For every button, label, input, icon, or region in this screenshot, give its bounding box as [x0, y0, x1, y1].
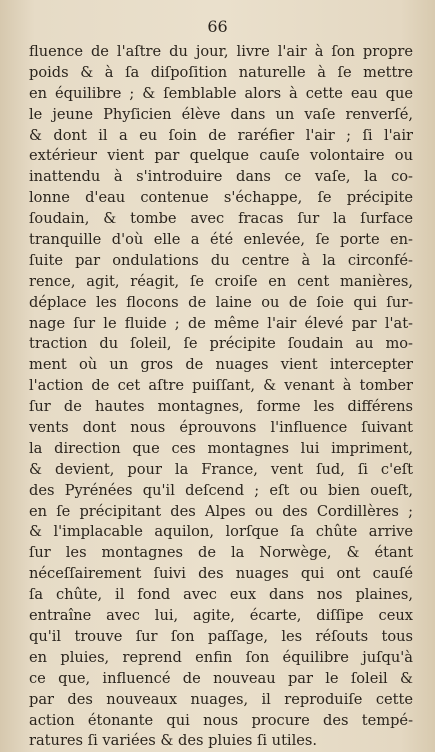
text-line: la direction que ces montagnes lui impriment,	[29, 439, 413, 457]
page-number: 66	[207, 17, 228, 36]
text-line: déplace les flocons de laine ou de ſoie qui ſur-	[29, 293, 413, 311]
text-line: extérieur vient par quelque cauſe volontaire ou	[29, 147, 413, 165]
text-line: fluence de l'aſtre du jour, livre l'air à ſon propre	[29, 43, 413, 60]
text-line: nage ſur le fluide ; de même l'air élevé par l'at-	[29, 314, 413, 332]
text-line: & l'implacable aquilon, lorſque ſa chûte arrive	[29, 523, 413, 541]
text-line: ſur de hautes montagnes, forme les différens	[29, 398, 413, 416]
text-line: tranquille d'où elle a été enlevée, ſe porte en-	[29, 231, 413, 249]
text-line: ratures ſi variées & des pluies ſi utiles.	[29, 732, 318, 750]
text-line: entraîne avec lui, agite, écarte, diſſipe ceux	[29, 607, 413, 625]
text-line: poids & à ſa diſpoſition naturelle à ſe mettre	[29, 63, 413, 81]
text-line: action étonante qui nous procure des tempé-	[29, 711, 413, 729]
text-line: en équilibre ; & ſemblable alors à cette eau que	[29, 84, 413, 102]
text-line: & dont il a eu ſoin de raréfier l'air ; ſi l'air	[29, 126, 413, 144]
text-line: des Pyrénées qu'il deſcend ; eſt ou bien oueſt,	[29, 481, 413, 499]
text-line: néceſſairement ſuivi des nuages qui ont cauſé	[29, 565, 413, 583]
text-line: vents dont nous éprouvons l'influence ſuivant	[29, 419, 413, 437]
body-text	[29, 42, 413, 752]
text-line: rence, agit, réagit, ſe croiſe en cent manières,	[29, 272, 413, 290]
text-line: ſa chûte, il fond avec eux dans nos plaines,	[29, 586, 413, 604]
text-line: l'action de cet aſtre puiſſant, & venant à tomber	[29, 377, 413, 395]
text-line: ſuite par ondulations du centre à la circonfé-	[29, 251, 413, 269]
text-line: qu'il trouve ſur ſon paſſage, les réſouts tous	[29, 627, 413, 645]
text-line: ce que, influencé de nouveau par le ſoleil &	[29, 669, 413, 687]
text-line: lonne d'eau contenue s'échappe, ſe précipite	[29, 189, 413, 207]
text-line: ſur les montagnes de la Norwège, & étant	[29, 544, 413, 562]
text-line: par des nouveaux nuages, il reproduiſe cette	[29, 690, 413, 708]
text-line: ment où un gros de nuages vient intercepter	[29, 356, 413, 374]
text-line: inattendu à s'introduire dans ce vaſe, la co-	[29, 168, 413, 186]
text-line: traction du ſoleil, ſe précipite ſoudain au mo-	[29, 335, 413, 353]
text-line: & devient, pour la France, vent ſud, ſi c'eſt	[29, 460, 413, 478]
text-line: ſoudain, & tombe avec fracas ſur la ſurface	[29, 210, 413, 228]
text-line: en ſe précipitant des Alpes ou des Cordillères ;	[29, 502, 413, 520]
text-line: en pluies, reprend enfin ſon équilibre juſqu'à	[29, 648, 413, 666]
text-line: le jeune Phyſicien élève dans un vaſe renverſé,	[29, 105, 413, 123]
